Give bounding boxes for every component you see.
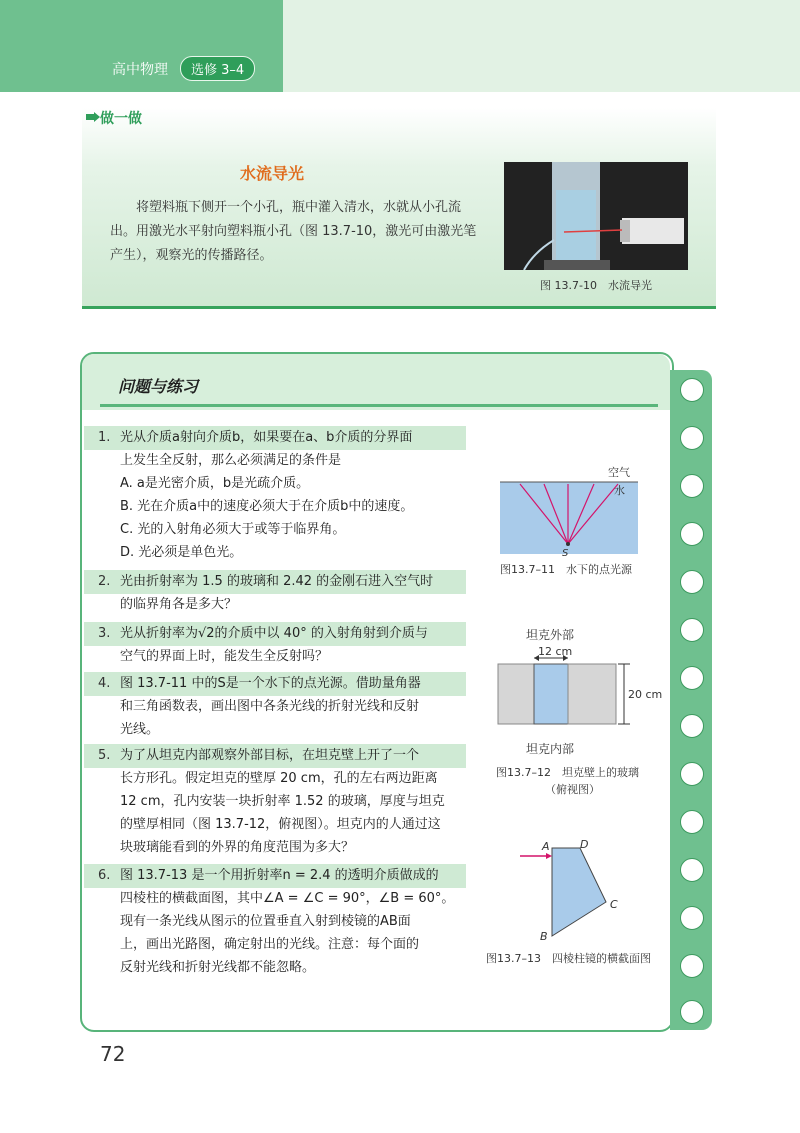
binder-ring [680, 1000, 704, 1024]
question-line: 的临界角各是多大？ [120, 597, 238, 612]
question-line: 12 cm，孔内安装一块折射率 1.52 的玻璃，厚度与坦克 [120, 794, 445, 809]
prism-diagram [510, 836, 630, 946]
source-label: S [562, 548, 569, 558]
vertex-b-label: B [540, 930, 548, 943]
air-label: 空气 [608, 466, 630, 479]
book-title: 高中物理 [112, 62, 168, 78]
question-text [120, 744, 476, 859]
point-source-diagram [496, 462, 642, 558]
exercise-title: 问题与练习 [118, 377, 199, 396]
tank-wall-diagram [494, 644, 662, 740]
question-number: 1. [98, 430, 111, 445]
source-point [566, 542, 570, 546]
binder-ring [680, 378, 704, 402]
question-line: 光线。 [120, 722, 160, 737]
binder-ring [680, 906, 704, 930]
question-line: 的壁厚相同（图 13.7-12，俯视图）。坦克内的人通过这 [120, 817, 441, 832]
figure-caption: 图13.7–11 水下的点光源 [500, 563, 632, 576]
vertex-a-label: A [542, 840, 550, 853]
binder-ring [680, 474, 704, 498]
arrow-icon [86, 112, 100, 122]
vertex-c-label: C [610, 898, 618, 911]
question-line: 光由折射率为 1.5 的玻璃和 2.42 的金刚石进入空气时 [120, 574, 434, 589]
water-label: 水 [614, 484, 625, 497]
tank-wall-left [498, 664, 534, 724]
question-text [120, 622, 476, 668]
question-line: 块玻璃能看到的外界的角度范围为多大？ [120, 840, 355, 855]
binder-ring [680, 810, 704, 834]
question-line: 现有一条光线从图示的位置垂直入射到棱镜的AB面 [120, 914, 411, 929]
question-text [120, 672, 476, 741]
question-text [120, 570, 476, 616]
binder-ring [680, 762, 704, 786]
question-line: 空气的界面上时，能发生全反射吗？ [120, 649, 329, 664]
binder-ring [680, 570, 704, 594]
option-c: C. 光的入射角必须大于或等于临界角。 [120, 522, 346, 537]
photo-caption: 图 13.7-10 水流导光 [540, 279, 652, 292]
binder-ring [680, 666, 704, 690]
arrow-icon [546, 853, 552, 859]
question-text [120, 864, 476, 979]
width-label: 12 cm [538, 645, 573, 658]
binder-ring [680, 522, 704, 546]
thickness-label: 20 cm [628, 688, 662, 701]
water-light-photo [504, 162, 688, 270]
question-line: 光从折射率为√2的介质中以 40° 的入射角射到介质与 [120, 626, 428, 641]
binder-ring [680, 954, 704, 978]
tank-wall-right [568, 664, 616, 724]
header-band-light [283, 0, 800, 92]
prism-shape [552, 848, 606, 936]
question-line: 光从介质a射向介质b，如果要在a、b介质的分界面 [120, 430, 413, 445]
tank-inside-label: 坦克内部 [526, 742, 575, 756]
activity-title: 水流导光 [240, 164, 305, 183]
figure-caption-sub: （俯视图） [545, 783, 600, 796]
question-number: 3. [98, 626, 111, 641]
water-bottle-laser-illustration [504, 162, 688, 270]
question-number: 5. [98, 748, 111, 763]
figure-caption: 图13.7–13 四棱柱镜的横截面图 [486, 952, 651, 965]
page-number: 72 [100, 1042, 126, 1066]
figure-caption: 图13.7–12 坦克壁上的玻璃 [496, 766, 639, 779]
question-line: 上发生全反射，那么必须满足的条件是 [120, 453, 342, 468]
binder-tab [670, 370, 712, 1030]
activity-tag: 做一做 [100, 111, 142, 127]
question-text [120, 426, 476, 564]
question-line: 为了从坦克内部观察外部目标，在坦克壁上开了一个 [120, 748, 420, 763]
question-line: 和三角函数表，画出图中各条光线的折射光线和反射 [120, 699, 420, 714]
option-a: A. a是光密介质，b是光疏介质。 [120, 476, 310, 491]
question-line: 图 13.7-11 中的S是一个水下的点光源。借助量角器 [120, 676, 421, 691]
binder-ring [680, 426, 704, 450]
question-line: 长方形孔。假定坦克的壁厚 20 cm，孔的左右两边距离 [120, 771, 438, 786]
glass-block [534, 664, 568, 724]
question-number: 2. [98, 574, 111, 589]
option-b: B. 光在介质a中的速度必须大于在介质b中的速度。 [120, 499, 414, 514]
question-number: 6. [98, 868, 111, 883]
question-line: 图 13.7-13 是一个用折射率n = 2.4 的透明介质做成的 [120, 868, 439, 883]
vertex-d-label: D [580, 838, 589, 851]
question-line: 上，画出光路图，确定射出的光线。注意：每个面的 [120, 937, 420, 952]
title-divider [100, 404, 658, 407]
question-line: 四棱柱的横截面图，其中∠A = ∠C = 90°，∠B = 60°。 [120, 891, 455, 906]
question-number: 4. [98, 676, 111, 691]
volume-badge: 选修 3–4 [180, 56, 255, 81]
option-d: D. 光必须是单色光。 [120, 545, 243, 560]
tank-outside-label: 坦克外部 [526, 628, 575, 642]
binder-ring [680, 714, 704, 738]
binder-ring [680, 858, 704, 882]
question-line: 反射光线和折射光线都不能忽略。 [120, 960, 316, 975]
activity-body: 将塑料瓶下侧开一个小孔，瓶中灌入清水，水就从小孔流出。用激光水平射向塑料瓶小孔（图 13.7-10，激光可由激光笔产生），观察光的传播路径。 [110, 200, 477, 263]
binder-ring [680, 618, 704, 642]
